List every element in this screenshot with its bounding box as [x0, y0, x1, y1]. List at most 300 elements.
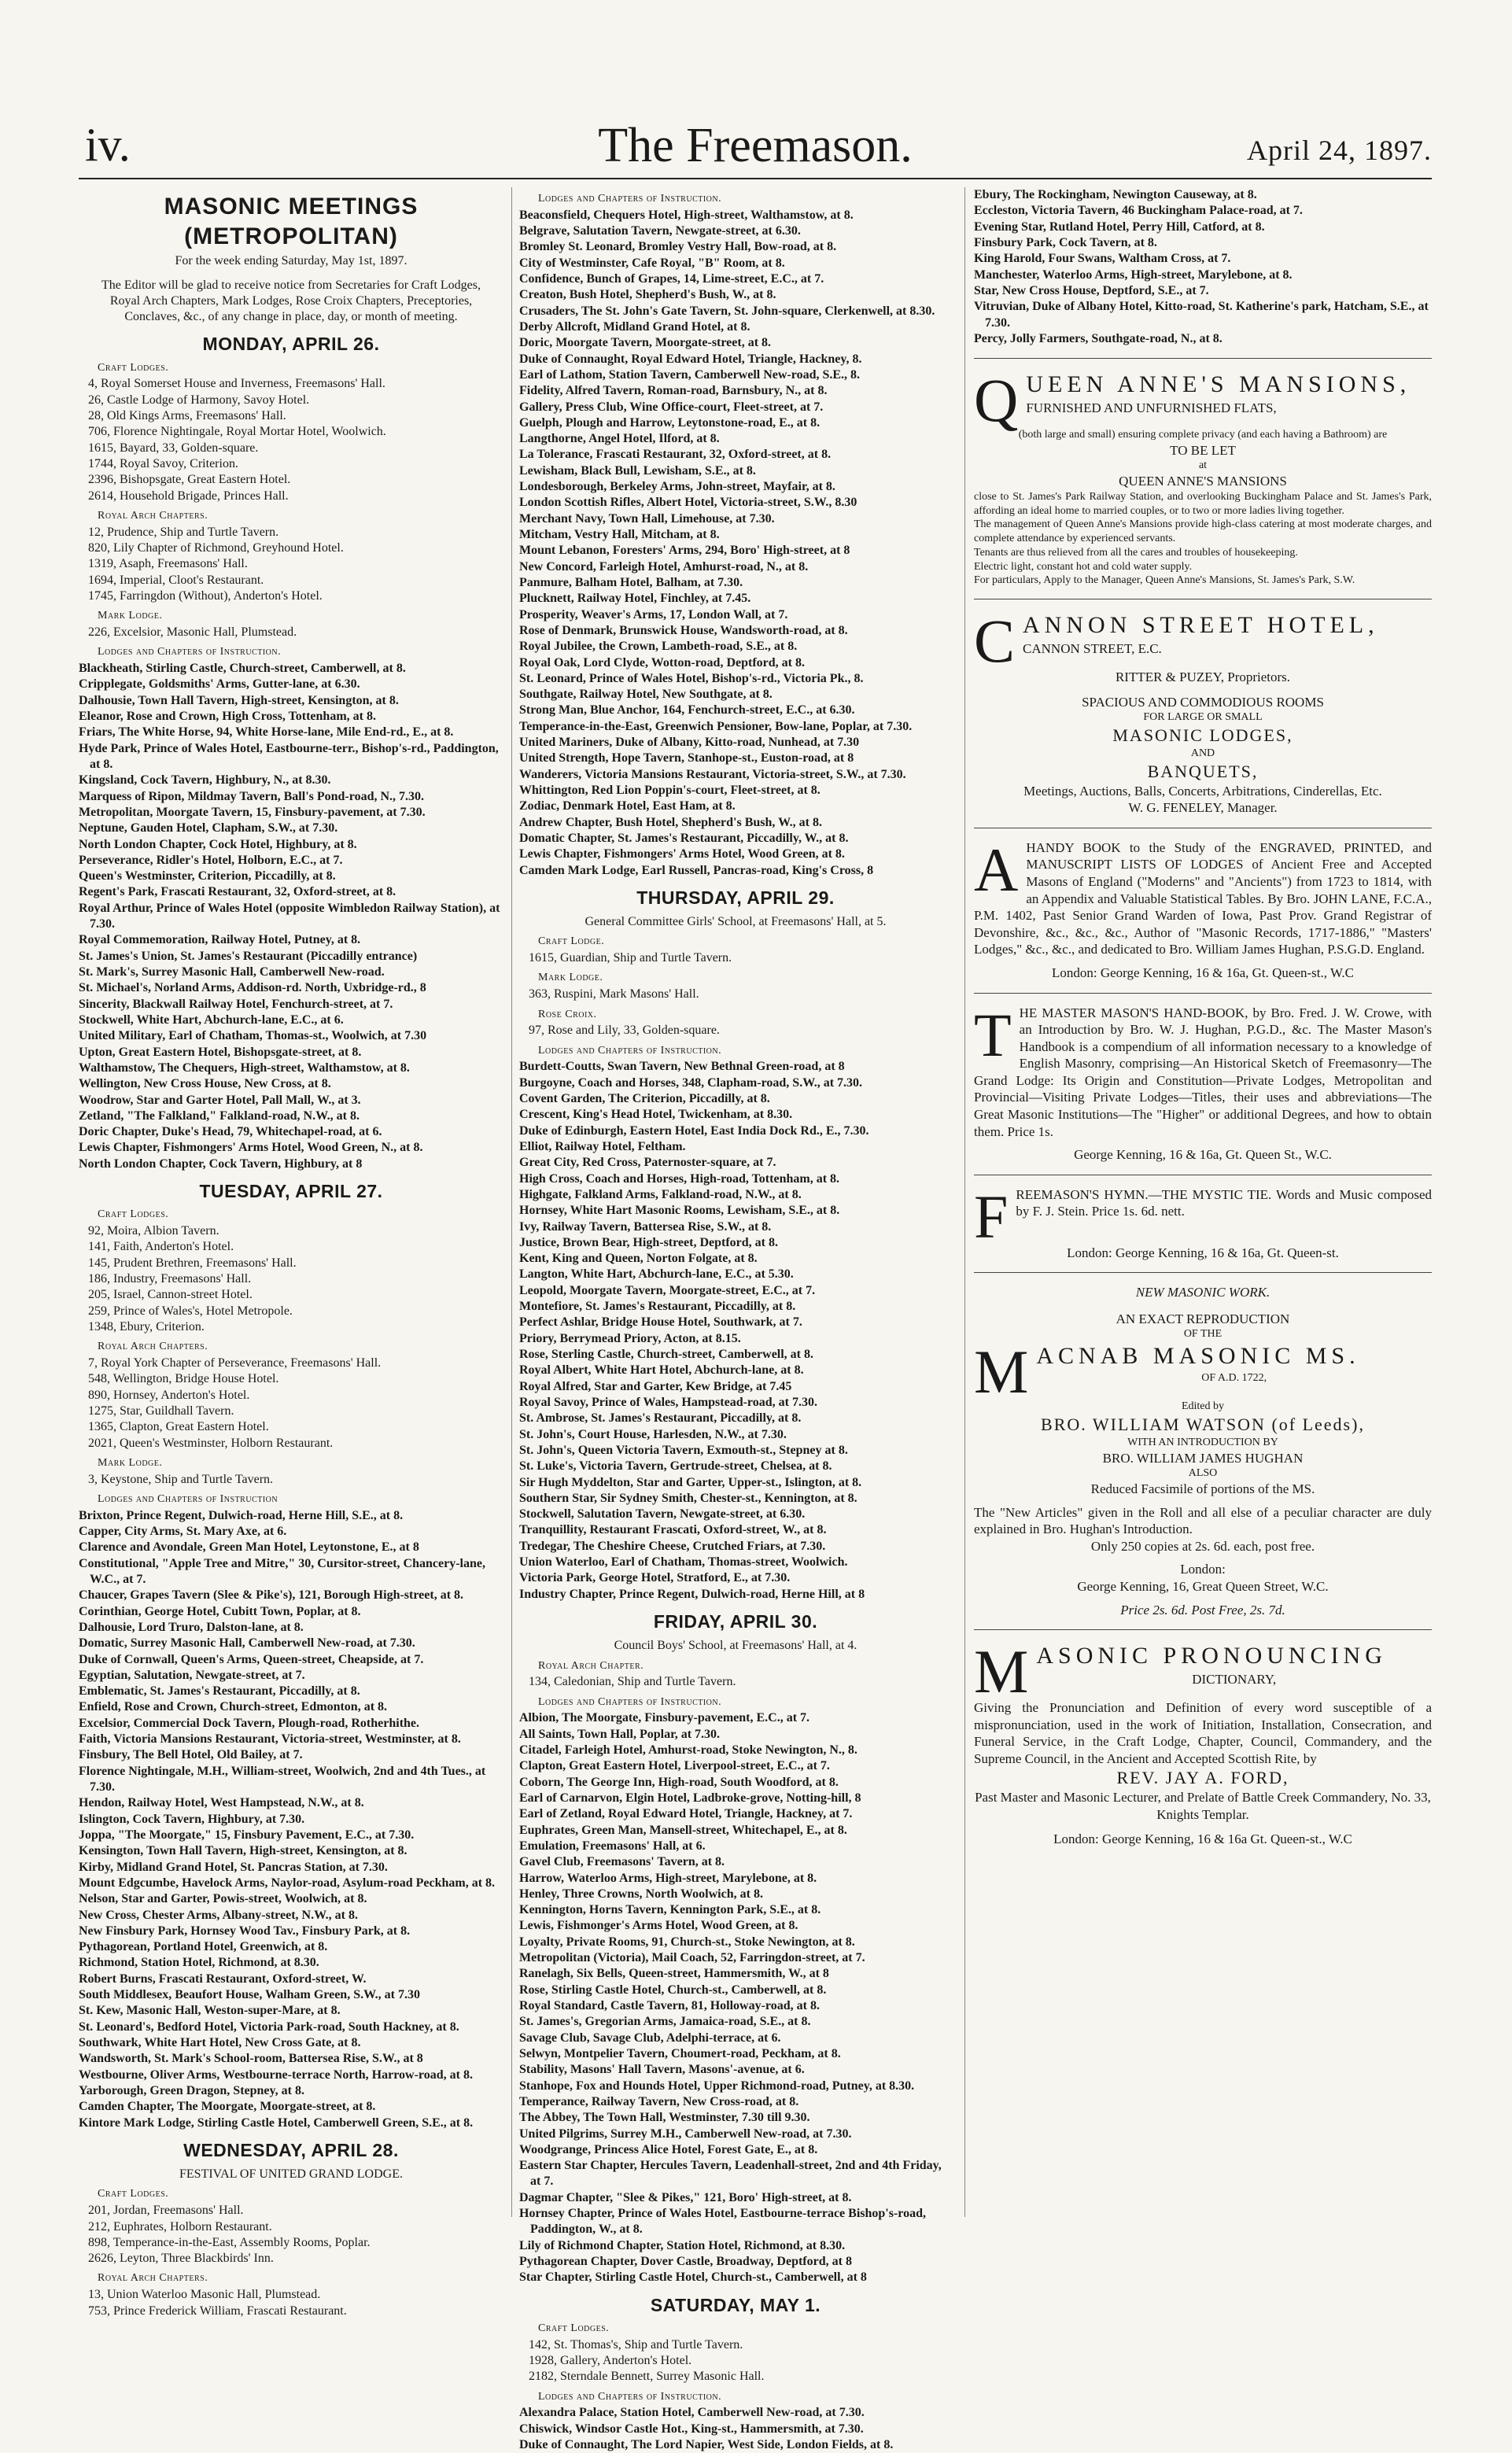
- listing-entry: 1348, Ebury, Criterion.: [88, 1319, 205, 1333]
- listing-entry: Justice, Brown Bear, High-street, Deptford, at 8.: [519, 1235, 778, 1249]
- listing-entry: Camden Chapter, The Moorgate, Moorgate-street, at 8.: [79, 2100, 376, 2114]
- ad-note: (both large and small) ensuring complete privacy (and each having a Bathroom) are: [1018, 429, 1388, 441]
- listing-entry: Wellington, New Cross House, New Cross, at 8.: [79, 1077, 331, 1091]
- listing-entry: Emblematic, St. James's Restaurant, Piccadilly, at 8.: [79, 1684, 360, 1699]
- listing-entry: Florence Nightingale, M.H., William-street, Woolwich, 2nd and 4th Tues., at 7.30.: [79, 1764, 486, 1795]
- listing-entry: St. Leonard's, Bedford Hotel, Victoria Park-road, South Hackney, at 8.: [79, 2020, 459, 2034]
- ad-body: HANDY BOOK to the Study of the ENGRAVED, PRINTED, and MANUSCRIPT LISTS OF LODGES of Ancient Free and Accepted Masons of England ("Moderns" and "Ancients") from 1723 to 1814, with an Appendix and Valuable Statistical Tables. By Bro. JOHN LANE, F.C.A., P.M. 1402, Past Senior Grand Warden of Iowa, Past Prov. Grand Registrar of Devonshire, &c., &c., &c., Author of "Masonic Records, 1717-1886," "Masters' Lodges," &c., &c., and dedicated to Bro. William James Hughan, P.S.G.D. England.: [974, 839, 1432, 957]
- listing-entry: Confidence, Bunch of Grapes, 14, Lime-street, E.C., at 7.: [519, 272, 824, 286]
- list: [79, 2203, 503, 2267]
- editor-notice: The Editor will be glad to receive notice from Secretaries for Craft Lodges, Royal Arch Chapters, Mark Lodges, Rose Croix Chapters, Preceptories, Conclaves, &c., of any change in place, day, or month of meeting.: [101, 278, 481, 324]
- ad-line: OF A.D. 1722,: [1201, 1372, 1267, 1385]
- listing-entry: Westbourne, Oliver Arms, Westbourne-terrace North, Harrow-road, at 8.: [79, 2068, 473, 2082]
- listing-entry: Kennington, Horns Tavern, Kennington Park, S.E., at 8.: [519, 1903, 821, 1917]
- listing-entry: 142, St. Thomas's, Ship and Turtle Tavern.: [529, 2337, 743, 2352]
- listing-entry: Pythagorean Chapter, Dover Castle, Broadway, Deptford, at 8: [519, 2255, 852, 2269]
- ad-divider: [974, 1629, 1432, 1630]
- listing-entry: Yarborough, Green Dragon, Stepney, at 8.: [79, 2083, 304, 2097]
- listing-entry: St. Michael's, Norland Arms, Addison-rd. North, Uxbridge-rd., 8: [79, 981, 426, 995]
- drop-cap: Q: [974, 366, 1019, 435]
- ad-line: WITH AN INTRODUCTION BY: [1127, 1436, 1278, 1448]
- list: [974, 187, 1432, 347]
- listing-entry: Clarence and Avondale, Green Man Hotel, Leytonstone, E., at 8: [79, 1540, 419, 1555]
- ad-line: MASONIC LODGES,: [1112, 725, 1293, 746]
- listing-entry: 753, Prince Frederick William, Frascati Restaurant.: [88, 2304, 347, 2318]
- listing-entry: Joppa, "The Moorgate," 15, Finsbury Pavement, E.C., at 7.30.: [79, 1828, 415, 1842]
- listing-entry: Domatic Chapter, St. James's Restaurant, Piccadilly, W., at 8.: [519, 831, 849, 845]
- listing-entry: Gavel Club, Freemasons' Tavern, at 8.: [519, 1855, 725, 1869]
- listing-entry: Lily of Richmond Chapter, Station Hotel, Richmond, at 8.30.: [519, 2238, 846, 2252]
- listing-entry: Royal Standard, Castle Tavern, 81, Holloway-road, at 8.: [519, 1999, 820, 2013]
- listing-entry: 548, Wellington, Bridge House Hotel.: [88, 1372, 279, 1386]
- listing-entry: 1744, Royal Savoy, Criterion.: [88, 456, 238, 470]
- listing-entry: 145, Prudent Brethren, Freemasons' Hall.: [88, 1256, 297, 1270]
- ad-body: The "New Articles" given in the Roll and all else of a peculiar character are duly explained in Bro. Hughan's Introduction.: [974, 1504, 1432, 1537]
- listing-entry: 92, Moira, Albion Tavern.: [88, 1224, 219, 1238]
- listing-entry: Sincerity, Blackwall Railway Hotel, Fenchurch-street, at 7.: [79, 997, 393, 1011]
- list: [79, 376, 503, 504]
- listing-entry: Fidelity, Alfred Tavern, Roman-road, Barnsbury, N., at 8.: [519, 384, 828, 398]
- listing-entry: Vitruvian, Duke of Albany Hotel, Kitto-road, St. Katherine's park, Hatcham, S.E., at 7.30.: [974, 300, 1429, 330]
- listing-entry: 3, Keystone, Ship and Turtle Tavern.: [88, 1472, 274, 1486]
- listing-entry: 12, Prudence, Ship and Turtle Tavern.: [88, 525, 279, 539]
- masthead-title: The Freemason.: [598, 119, 913, 172]
- listing-entry: Woodrow, Star and Garter Hotel, Pall Mall, W., at 3.: [79, 1093, 361, 1107]
- drop-cap: M: [974, 1337, 1029, 1407]
- ad-title: ANNON STREET HOTEL,: [1023, 612, 1379, 639]
- list: [79, 661, 503, 1172]
- listing-entry: Crescent, King's Head Hotel, Twickenham, at 8.30.: [519, 1108, 793, 1122]
- ad-divider: [974, 1272, 1432, 1273]
- listing-entry: St. Kew, Masonic Hall, Weston-super-Mare, at 8.: [79, 2004, 341, 2018]
- ad-line: Meetings, Auctions, Balls, Concerts, Arbitrations, Cinderellas, Etc.: [1023, 783, 1382, 799]
- listing-entry: 1365, Clapton, Great Eastern Hotel.: [88, 1420, 269, 1434]
- listing-entry: Brixton, Prince Regent, Dulwich-road, Herne Hill, S.E., at 8.: [79, 1508, 404, 1522]
- ad-freemasons-hymn: [974, 1182, 1432, 1262]
- listing-entry: Londesborough, Berkeley Arms, John-street, Mayfair, at 8.: [519, 480, 835, 494]
- ad-line: Past Master and Masonic Lecturer, and Prelate of Battle Creek Commandery, No. 33, Knights Templar.: [975, 1790, 1431, 1822]
- ad-line: London:: [1180, 1562, 1226, 1577]
- listing-entry: 1745, Farringdon (Without), Anderton's Hotel.: [88, 588, 323, 603]
- listing-entry: Eccleston, Victoria Tavern, 46 Buckingham Palace-road, at 7.: [974, 204, 1303, 218]
- listing-entry: Elliot, Railway Hotel, Feltham.: [519, 1139, 686, 1153]
- listing-entry: City of Westminster, Cafe Royal, "B" Room, at 8.: [519, 256, 785, 270]
- listing-entry: Albion, The Moorgate, Finsbury-pavement, E.C., at 7.: [519, 1711, 810, 1725]
- listing-entry: Andrew Chapter, Bush Hotel, Shepherd's Bush, W., at 8.: [519, 815, 822, 829]
- drop-cap: F: [974, 1182, 1009, 1251]
- listing-entry: High Cross, Coach and Horses, High-road, Tottenham, at 8.: [519, 1171, 840, 1186]
- drop-cap: T: [974, 1000, 1012, 1069]
- listing-entry: Royal Alfred, Star and Garter, Kew Bridge, at 7.45: [519, 1379, 792, 1393]
- listing-entry: Finsbury, The Bell Hotel, Old Bailey, at 7.: [79, 1748, 303, 1762]
- listing-entry: London Scottish Rifles, Albert Hotel, Victoria-street, S.W., 8.30: [519, 496, 857, 510]
- listing-entry: St. Leonard, Prince of Wales Hotel, Bishop's-rd., Victoria Pk., 8.: [519, 671, 864, 685]
- listing-entry: 7, Royal York Chapter of Perseverance, Freemasons' Hall.: [88, 1356, 382, 1370]
- listing-entry: Rose, Sterling Castle, Church-street, Camberwell, at 8.: [519, 1348, 814, 1362]
- listing-entry: Ivy, Railway Tavern, Battersea Rise, S.W., at 8.: [519, 1219, 772, 1234]
- listing-entry: 205, Israel, Cannon-street Hotel.: [88, 1288, 253, 1302]
- listing-entry: New Cross, Chester Arms, Albany-street, N.W., at 8.: [79, 1908, 358, 1922]
- listing-entry: Evening Star, Rutland Hotel, Perry Hill, Catford, at 8.: [974, 219, 1265, 234]
- listing-entry: Montefiore, St. James's Restaurant, Piccadilly, at 8.: [519, 1300, 796, 1314]
- listing-entry: 97, Rose and Lily, 33, Golden-square.: [529, 1024, 720, 1038]
- list: [79, 625, 503, 640]
- listing-entry: 898, Temperance-in-the-East, Assembly Rooms, Poplar.: [88, 2235, 371, 2249]
- listing-entry: Blackheath, Stirling Castle, Church-street, Camberwell, at 8.: [79, 662, 406, 676]
- ad-line: BRO. WILLIAM JAMES HUGHAN: [1102, 1450, 1304, 1466]
- listing-entry: North London Chapter, Cock Tavern, Highbury, at 8: [79, 1156, 363, 1171]
- listing-entry: South Middlesex, Beaufort House, Walham Green, S.W., at 7.30: [79, 1988, 420, 2002]
- listing-entry: 820, Lily Chapter of Richmond, Greyhound Hotel.: [88, 540, 344, 555]
- listing-entry: Hornsey Chapter, Prince of Wales Hotel, Eastbourne-terrace Bishop's-road, Paddington, W., at 8.: [519, 2207, 926, 2237]
- listing-entry: United Military, Earl of Chatham, Thomas-st., Woolwich, at 7.30: [79, 1029, 427, 1043]
- ad-publisher: London: George Kenning, 16 & 16a Gt. Queen-st., W.C: [1053, 1831, 1352, 1847]
- sub-heading: Lodges and Chapters of Instruction: [98, 1492, 278, 1505]
- listing-entry: Selwyn, Montpelier Tavern, Choumert-road, Peckham, at 8.: [519, 2046, 841, 2060]
- ad-price: Price 2s. 6d. Post Free, 2s. 7d.: [1120, 1602, 1285, 1618]
- listing-entry: Southwark, White Hart Hotel, New Cross Gate, at 8.: [79, 2036, 361, 2050]
- listing-entry: Crusaders, The St. John's Gate Tavern, St. John-square, Clerkenwell, at 8.30.: [519, 304, 935, 318]
- listing-entry: Henley, Three Crowns, North Woolwich, at 8.: [519, 1887, 763, 1901]
- ad-macnab-ms: [974, 1284, 1432, 1618]
- listing-entry: Mount Lebanon, Foresters' Arms, 294, Boro' High-street, at 8: [519, 544, 850, 558]
- ad-line: ALSO: [1188, 1467, 1218, 1480]
- listing-entry: 1615, Guardian, Ship and Turtle Tavern.: [529, 951, 732, 965]
- listing-entry: Mitcham, Vestry Hall, Mitcham, at 8.: [519, 528, 720, 542]
- page-header: [79, 118, 1432, 181]
- sub-heading: Lodges and Chapters of Instruction.: [538, 1044, 722, 1057]
- day-heading: TUESDAY, APRIL 27.: [199, 1181, 383, 1202]
- listing-entry: Robert Burns, Frascati Restaurant, Oxford-street, W.: [79, 1972, 367, 1986]
- day-heading: FRIDAY, APRIL 30.: [653, 1611, 818, 1632]
- ad-body: Tenants are thus relieved from all the cares and troubles of housekeeping.: [974, 546, 1298, 559]
- listing-entry: Langthorne, Angel Hotel, Ilford, at 8.: [519, 432, 720, 446]
- listing-entry: Capper, City Arms, St. Mary Axe, at 6.: [79, 1525, 287, 1539]
- listing-entry: 201, Jordan, Freemasons' Hall.: [88, 2204, 244, 2218]
- sub-heading: Craft Lodges.: [98, 2188, 169, 2200]
- list: [79, 2287, 503, 2319]
- listing-entry: Enfield, Rose and Crown, Church-street, Edmonton, at 8.: [79, 1700, 388, 1714]
- listing-entry: St. Luke's, Victoria Tavern, Gertrude-street, Chelsea, at 8.: [519, 1459, 832, 1474]
- listing-entry: Metropolitan (Victoria), Mail Coach, 52, Farringdon-street, at 7.: [519, 1951, 865, 1965]
- listing-entry: Prosperity, Weaver's Arms, 17, London Wall, at 7.: [519, 607, 788, 622]
- listing-entry: 2614, Household Brigade, Princes Hall.: [88, 489, 289, 503]
- listing-entry: 363, Ruspini, Mark Masons' Hall.: [529, 987, 699, 1001]
- note-line: General Committee Girls' School, at Freemasons' Hall, at 5.: [585, 915, 887, 929]
- listing-entry: Priory, Berrymead Priory, Acton, at 8.15.: [519, 1331, 741, 1345]
- listing-entry: Manchester, Waterloo Arms, High-street, Marylebone, at 8.: [974, 267, 1293, 282]
- listing-entry: Belgrave, Salutation Tavern, Newgate-street, at 6.30.: [519, 224, 801, 238]
- ad-divider: [974, 993, 1432, 994]
- listing-entry: Stability, Masons' Hall Tavern, Masons'-avenue, at 6.: [519, 2063, 805, 2077]
- listing-entry: Royal Oak, Lord Clyde, Wotton-road, Deptford, at 8.: [519, 655, 805, 670]
- listing-entry: Mount Edgcumbe, Havelock Arms, Naylor-road, Asylum-road Peckham, at 8.: [79, 1876, 496, 1890]
- sub-heading: Royal Arch Chapter.: [538, 1659, 644, 1672]
- listing-entry: 226, Excelsior, Masonic Hall, Plumstead.: [88, 625, 297, 639]
- sub-heading: Lodges and Chapters of Instruction.: [538, 2390, 722, 2403]
- list: [79, 525, 503, 605]
- listing-entry: Royal Jubilee, the Crown, Lambeth-road, S.E., at 8.: [519, 640, 798, 654]
- ad-body: The management of Queen Anne's Mansions provide high-class catering at most moderate charges, and complete attendance by experienced servants.: [974, 518, 1432, 545]
- listing-entry: United Mariners, Duke of Albany, Kitto-road, Nunhead, at 7.30: [519, 736, 860, 750]
- ad-line: FOR LARGE OR SMALL: [1143, 711, 1263, 724]
- listing-entry: Temperance-in-the-East, Greenwich Pensioner, Bow-lane, Poplar, at 7.30.: [519, 719, 913, 733]
- list: [79, 1508, 503, 2131]
- listing-entry: 2021, Queen's Westminster, Holborn Restaurant.: [88, 1436, 334, 1450]
- drop-cap: A: [974, 835, 1019, 904]
- sub-heading: Lodges and Chapters of Instruction.: [98, 646, 282, 658]
- list: [79, 1223, 503, 1335]
- listing-entry: 706, Florence Nightingale, Royal Mortar Hotel, Woolwich.: [88, 425, 386, 439]
- day-heading: WEDNESDAY, APRIL 28.: [183, 2139, 399, 2160]
- listing-entry: Kent, King and Queen, Norton Folgate, at 8.: [519, 1252, 758, 1266]
- listing-entry: Sir Hugh Myddelton, Star and Garter, Upper-st., Islington, at 8.: [519, 1475, 862, 1489]
- listing-entry: Merchant Navy, Town Hall, Limehouse, at 7.30.: [519, 511, 775, 526]
- listing-entry: Plucknett, Railway Hotel, Finchley, at 7.45.: [519, 592, 751, 606]
- listing-entry: Langton, White Hart, Abchurch-lane, E.C., at 5.30.: [519, 1267, 794, 1282]
- ad-line: RITTER & PUZEY, Proprietors.: [1115, 670, 1291, 685]
- listing-entry: Tredegar, The Cheshire Cheese, Crutched Friars, at 7.30.: [519, 1539, 826, 1553]
- sub-heading: Royal Arch Chapters.: [98, 509, 208, 522]
- listing-entry: St. Ambrose, St. James's Restaurant, Piccadilly, at 8.: [519, 1411, 802, 1426]
- ad-line: at: [1198, 459, 1208, 472]
- sub-heading: Craft Lodges.: [98, 361, 169, 374]
- ad-title: ACNAB MASONIC MS.: [1036, 1343, 1360, 1370]
- listing-entry: Faith, Victoria Mansions Restaurant, Victoria-street, Westminster, at 8.: [79, 1732, 461, 1747]
- sub-heading: Royal Arch Chapters.: [98, 1341, 208, 1353]
- listing-entry: Constitutional, "Apple Tree and Mitre," 30, Cursitor-street, Chancery-lane, W.C., at 7.: [79, 1556, 485, 1586]
- listing-entry: Lewis Chapter, Fishmongers' Arms Hotel, Wood Green, N., at 8.: [79, 1141, 423, 1155]
- ad-line: AND: [1190, 747, 1215, 760]
- ad-line: SPACIOUS AND COMMODIOUS ROOMS: [1082, 694, 1324, 710]
- listing-entry: All Saints, Town Hall, Poplar, at 7.30.: [519, 1727, 721, 1741]
- ad-line: AN EXACT REPRODUCTION: [1116, 1311, 1290, 1326]
- sub-heading: Royal Arch Chapters.: [98, 2272, 208, 2285]
- listing-entry: St. John's, Court House, Harlesden, N.W., at 7.30.: [519, 1427, 787, 1441]
- page-number: iv.: [85, 119, 131, 171]
- list: [519, 1710, 952, 2285]
- listing-entry: Emulation, Freemasons' Hall, at 6.: [519, 1839, 706, 1853]
- listing-entry: Chaucer, Grapes Tavern (Slee & Pike's), 121, Borough High-street, at 8.: [79, 1588, 464, 1603]
- listing-entry: Kingsland, Cock Tavern, Highbury, N., at 8.30.: [79, 773, 331, 788]
- week-line: For the week ending Saturday, May 1st, 1897.: [175, 254, 408, 268]
- listing-entry: The Abbey, The Town Hall, Westminster, 7.30 till 9.30.: [519, 2111, 810, 2125]
- listing-entry: United Pilgrims, Surrey M.H., Camberwell New-road, at 7.30.: [519, 2127, 852, 2141]
- ad-publisher: George Kenning, 16 & 16a, Gt. Queen St., W.C.: [1074, 1147, 1332, 1163]
- listing-entry: Burgoyne, Coach and Horses, 348, Clapham-road, S.W., at 7.30.: [519, 1075, 863, 1090]
- ad-pronouncing-dictionary: [974, 1637, 1432, 1848]
- listing-entry: Excelsior, Commercial Dock Tavern, Plough-road, Rotherhithe.: [79, 1716, 420, 1730]
- listing-entry: Union Waterloo, Earl of Chatham, Thomas-street, Woolwich.: [519, 1555, 848, 1570]
- ad-body: For particulars, Apply to the Manager, Queen Anne's Mansions, St. James's Park, S.W.: [974, 574, 1355, 587]
- ad-line: NEW MASONIC WORK.: [1135, 1285, 1270, 1300]
- ad-subtitle: DICTIONARY,: [1192, 1672, 1277, 1688]
- listing-entry: Duke of Edinburgh, Eastern Hotel, East India Dock Rd., E., 7.30.: [519, 1123, 869, 1138]
- column-2: [519, 187, 952, 2451]
- listing-entry: 1694, Imperial, Cloot's Restaurant.: [88, 573, 264, 587]
- listing-entry: Duke of Cornwall, Queen's Arms, Queen-street, Cheapside, at 7.: [79, 1652, 424, 1666]
- drop-cap: M: [974, 1637, 1029, 1706]
- listing-entry: Ranelagh, Six Bells, Queen-street, Hammersmith, W., at 8: [519, 1967, 829, 1981]
- listing-entry: 1928, Gallery, Anderton's Hotel.: [529, 2353, 692, 2367]
- listing-entry: Duke of Connaught, The Lord Napier, West Side, London Fields, at 8.: [519, 2437, 894, 2451]
- listing-entry: Domatic, Surrey Masonic Hall, Camberwell New-road, at 7.30.: [79, 1636, 415, 1651]
- listing-entry: Covent Garden, The Criterion, Piccadilly, at 8.: [519, 1092, 770, 1106]
- column-3: [974, 187, 1432, 2217]
- listing-entry: Upton, Great Eastern Hotel, Bishopsgate-street, at 8.: [79, 1045, 362, 1059]
- column-divider: [511, 187, 512, 2217]
- listing-entry: St. Mark's, Surrey Masonic Hall, Camberwell New-road.: [79, 965, 385, 979]
- listing-entry: Regent's Park, Frascati Restaurant, 32, Oxford-street, at 8.: [79, 885, 396, 899]
- section-title: MASONIC MEETINGS (METROPOLITAN): [164, 194, 419, 250]
- list: [519, 208, 952, 879]
- listing-entry: Egyptian, Salutation, Newgate-street, at 7.: [79, 1668, 305, 1682]
- listing-entry: Hendon, Railway Hotel, West Hampstead, N.W., at 8.: [79, 1796, 364, 1810]
- listing-entry: Perfect Ashlar, Bridge House Hotel, Southwark, at 7.: [519, 1315, 802, 1330]
- listing-entry: Royal Commemoration, Railway Hotel, Putney, at 8.: [79, 933, 361, 947]
- ad-line: Reduced Facsimile of portions of the MS.: [1090, 1481, 1315, 1497]
- listing-entry: 4, Royal Somerset House and Inverness, Freemasons' Hall.: [88, 377, 385, 391]
- festival-line: FESTIVAL OF UNITED GRAND LODGE.: [179, 2167, 403, 2182]
- listing-entry: Camden Mark Lodge, Earl Russell, Pancras-road, King's Cross, 8: [519, 863, 874, 877]
- listing-entry: Panmure, Balham Hotel, Balham, at 7.30.: [519, 575, 743, 589]
- listing-entry: Finsbury Park, Cock Tavern, at 8.: [974, 235, 1157, 249]
- sub-heading: Craft Lodges.: [98, 1208, 169, 1221]
- listing-entry: Percy, Jolly Farmers, Southgate-road, N., at 8.: [974, 331, 1223, 345]
- listing-entry: 212, Euphrates, Holborn Restaurant.: [88, 2219, 272, 2234]
- column-1: [79, 187, 503, 2318]
- listing-entry: Nelson, Star and Garter, Powis-street, Woolwich, at 8.: [79, 1892, 367, 1906]
- ad-body: HE MASTER MASON'S HAND-BOOK, by Bro. Fred. J. W. Crowe, with an Introduction by Bro. W. J. Hughan, P.G.D., &c. The Master Mason's Handbook is a compendium of all information necessary to a knowledge of English Masonry, comprising—An Historical Sketch of Freemasonry—The Grand Lodge: Its Origin and Constitution—Private Lodges, Metropolitan and Provincial—Visiting Private Lodges—Titles, their uses and abbreviations—The Great Masonic Institutions—The "Higher" or additional Degrees, and how to obtain them. Price 1s.: [974, 1005, 1432, 1139]
- list: [79, 1472, 503, 1488]
- listing-entry: 2396, Bishopsgate, Great Eastern Hotel.: [88, 473, 291, 487]
- listing-entry: Eastern Star Chapter, Hercules Tavern, Leadenhall-street, 2nd and 4th Friday, at 7.: [519, 2159, 942, 2189]
- ad-subtitle: FURNISHED AND UNFURNISHED FLATS,: [1026, 400, 1277, 416]
- listing-entry: Savage Club, Savage Club, Adelphi-terrace, at 6.: [519, 2031, 781, 2045]
- listing-entry: Friars, The White Horse, 94, White Horse-lane, Mile End-rd., E., at 8.: [79, 725, 454, 740]
- list: [519, 1674, 952, 1690]
- header-rule: [79, 178, 1432, 179]
- listing-entry: Lewisham, Black Bull, Lewisham, S.E., at 8.: [519, 463, 756, 478]
- listing-entry: Stockwell, Salutation Tavern, Newgate-street, at 6.30.: [519, 1507, 806, 1522]
- listing-entry: Great City, Red Cross, Paternoster-square, at 7.: [519, 1156, 776, 1170]
- ad-body: Electric light, constant hot and cold water supply.: [974, 560, 1193, 573]
- listing-entry: Euphrates, Green Man, Mansell-street, Whitechapel, E., at 8.: [519, 1823, 847, 1837]
- listing-entry: Southern Star, Sir Sydney Smith, Chester-st., Kennington, at 8.: [519, 1491, 857, 1505]
- listing-entry: Neptune, Gauden Hotel, Clapham, S.W., at 7.30.: [79, 821, 338, 835]
- listing-entry: 134, Caledonian, Ship and Turtle Tavern.: [529, 1675, 736, 1689]
- listing-entry: Wanderers, Victoria Mansions Restaurant, Victoria-street, S.W., at 7.30.: [519, 767, 906, 781]
- listing-entry: Zodiac, Denmark Hotel, East Ham, at 8.: [519, 799, 736, 813]
- listing-entry: Highgate, Falkland Arms, Falkland-road, N.W., at 8.: [519, 1187, 802, 1201]
- list: [519, 2405, 952, 2453]
- listing-entry: Loyalty, Private Rooms, 91, Church-st., Stoke Newington, at 8.: [519, 1935, 855, 1949]
- sub-heading: Lodges and Chapters of Instruction.: [538, 193, 722, 205]
- listing-entry: Islington, Cock Tavern, Highbury, at 7.30.: [79, 1812, 305, 1826]
- listing-entry: Doric, Moorgate Tavern, Moorgate-street, at 8.: [519, 336, 772, 350]
- ad-title: ASONIC PRONOUNCING: [1036, 1643, 1387, 1669]
- listing-entry: Richmond, Station Hotel, Richmond, at 8.30.: [79, 1956, 319, 1970]
- day-heading: THURSDAY, APRIL 29.: [636, 887, 835, 908]
- listing-entry: Coborn, The George Inn, High-road, South Woodford, at 8.: [519, 1775, 839, 1789]
- ad-body: close to St. James's Park Railway Station, and overlooking Buckingham Palace and St. James's Park, affording an ideal home to married couples, or to two or more ladies living together.: [974, 490, 1432, 517]
- ad-body: Giving the Pronunciation and Definition of every word susceptible of a mispronunciation, used in the work of Initiation, Installation, Consecration, and Funeral Service, in the Craft Lodge, Chapter, Council, Commandery, and the Supreme Council, in the Ancient and Accepted Scottish Rite, by: [974, 1700, 1432, 1766]
- listing-entry: Dalhousie, Lord Truro, Dalston-lane, at 8.: [79, 1620, 304, 1634]
- listing-entry: 2626, Leyton, Three Blackbirds' Inn.: [88, 2252, 274, 2266]
- listing-entry: Earl of Lathom, Station Tavern, Camberwell New-road, S.E., 8.: [519, 367, 861, 382]
- listing-entry: Lewis, Fishmonger's Arms Hotel, Wood Green, at 8.: [519, 1919, 798, 1933]
- listing-entry: Cripplegate, Goldsmiths' Arms, Gutter-lane, at 6.30.: [79, 677, 360, 692]
- listing-entry: St. John's, Queen Victoria Tavern, Exmouth-st., Stepney at 8.: [519, 1443, 848, 1457]
- listing-entry: Hyde Park, Prince of Wales Hotel, Eastbourne-terr., Bishop's-rd., Paddington, at 8.: [79, 741, 499, 771]
- listing-entry: Walthamstow, The Chequers, High-street, Walthamstow, at 8.: [79, 1061, 410, 1075]
- list: [519, 2337, 952, 2385]
- listing-entry: Star Chapter, Stirling Castle Hotel, Church-st., Camberwell, at 8: [519, 2270, 867, 2285]
- listing-entry: Chiswick, Windsor Castle Hot., King-st., Hammersmith, at 7.30.: [519, 2422, 864, 2436]
- ad-line: TO BE LET: [1170, 442, 1236, 458]
- day-heading: SATURDAY, MAY 1.: [650, 2294, 821, 2315]
- ad-handy-book: [974, 835, 1432, 982]
- listing-entry: Ebury, The Rockingham, Newington Causeway, at 8.: [974, 188, 1257, 201]
- listing-entry: 28, Old Kings Arms, Freemasons' Hall.: [88, 409, 286, 423]
- listing-entry: Royal Savoy, Prince of Wales, Hampstead-road, at 7.30.: [519, 1395, 817, 1409]
- list: [519, 1023, 952, 1038]
- listing-entry: Pythagorean, Portland Hotel, Greenwich, at 8.: [79, 1940, 328, 1954]
- listing-entry: Derby Allcroft, Midland Grand Hotel, at 8.: [519, 319, 750, 334]
- note-line: Council Boys' School, at Freemasons' Hall, at 4.: [614, 1639, 857, 1653]
- listing-entry: Doric Chapter, Duke's Head, 79, Whitechapel-road, at 6.: [79, 1125, 382, 1139]
- listing-entry: Clapton, Great Eastern Hotel, Liverpool-street, E.C., at 7.: [519, 1759, 830, 1773]
- listing-entry: 1615, Bayard, 33, Golden-square.: [88, 441, 259, 455]
- column-divider: [964, 187, 965, 2217]
- ad-line: QUEEN ANNE'S MANSIONS: [1119, 474, 1287, 489]
- listing-entry: New Finsbury Park, Hornsey Wood Tav., Finsbury Park, at 8.: [79, 1924, 411, 1938]
- ad-divider: [974, 358, 1432, 359]
- listing-entry: Southgate, Railway Hotel, New Southgate, at 8.: [519, 688, 773, 702]
- list: [79, 1356, 503, 1452]
- sub-heading: Craft Lodge.: [538, 935, 605, 948]
- ad-master-masons-handbook: [974, 1000, 1432, 1164]
- listing-entry: Kintore Mark Lodge, Stirling Castle Hotel, Camberwell Green, S.E., at 8.: [79, 2115, 474, 2130]
- listing-entry: Bromley St. Leonard, Bromley Vestry Hall, Bow-road, at 8.: [519, 240, 837, 254]
- listing-entry: Woodgrange, Princess Alice Hotel, Forest Gate, E., at 8.: [519, 2142, 818, 2156]
- ad-publisher: London: George Kenning, 16 & 16a, Gt. Queen-st., W.C: [1051, 965, 1355, 980]
- ad-line: BANQUETS,: [1147, 761, 1259, 781]
- listing-entry: Dalhousie, Town Hall Tavern, High-street, Kensington, at 8.: [79, 693, 399, 707]
- listing-entry: Stockwell, White Hart, Abchurch-lane, E.C., at 6.: [79, 1013, 344, 1027]
- listing-entry: Creaton, Bush Hotel, Shepherd's Bush, W., at 8.: [519, 288, 776, 302]
- list: [519, 987, 952, 1002]
- listing-entry: Harrow, Waterloo Arms, High-street, Marylebone, at 8.: [519, 1871, 817, 1885]
- sub-heading: Mark Lodge.: [98, 610, 163, 622]
- listing-entry: New Concord, Farleigh Hotel, Amhurst-road, N., at 8.: [519, 559, 809, 574]
- listing-entry: 26, Castle Lodge of Harmony, Savoy Hotel.: [88, 393, 310, 407]
- ad-line: Only 250 copies at 2s. 6d. each, post free.: [1090, 1538, 1315, 1554]
- listing-entry: St. James's Union, St. James's Restaurant (Piccadilly entrance): [79, 949, 418, 963]
- ad-author: REV. JAY A. FORD,: [1116, 1768, 1289, 1788]
- listing-entry: Temperance, Railway Tavern, New Cross-road, at 8.: [519, 2094, 799, 2108]
- list: [519, 1059, 952, 1603]
- listing-entry: Alexandra Palace, Station Hotel, Camberwell New-road, at 7.30.: [519, 2406, 865, 2420]
- listing-entry: Perseverance, Ridler's Hotel, Holborn, E.C., at 7.: [79, 853, 343, 867]
- listing-entry: 141, Faith, Anderton's Hotel.: [88, 1240, 234, 1254]
- listing-entry: Zetland, "The Falkland," Falkland-road, N.W., at 8.: [79, 1108, 360, 1123]
- listing-entry: Rose, Stirling Castle Hotel, Church-st., Camberwell, at 8.: [519, 1983, 827, 1997]
- list: [519, 950, 952, 966]
- listing-entry: Kensington, Town Hall Tavern, High-street, Kensington, at 8.: [79, 1844, 408, 1858]
- listing-entry: Hornsey, White Hart Masonic Rooms, Lewisham, S.E., at 8.: [519, 1204, 840, 1218]
- ad-publisher: London: George Kenning, 16 & 16a, Gt. Queen-st.: [1067, 1245, 1339, 1260]
